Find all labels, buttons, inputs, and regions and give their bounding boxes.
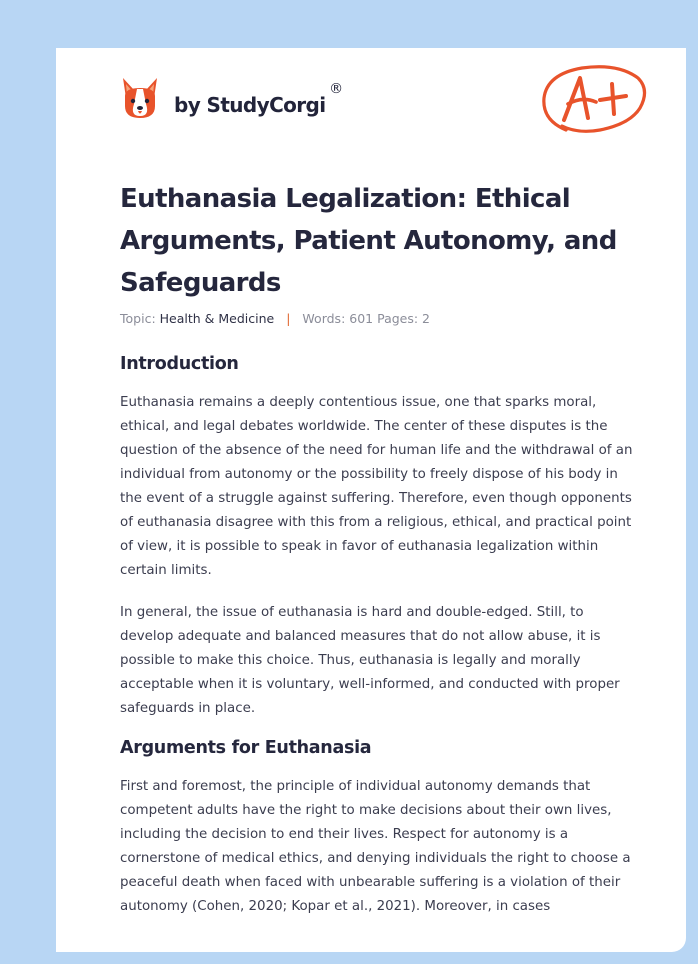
brand-name: by StudyCorgi ® [174, 81, 343, 117]
paragraph: In general, the issue of euthanasia is hard and double-edged. Still, to develop adequate and balanced measures that do not allow abuse, it is possible to make this choice. Thus, euthanasia is legally and morally acceptable when it is voluntary, well-informed, and conducted with proper safeguards in place. [120, 605, 620, 716]
word-count: Words: 601 [302, 311, 374, 326]
paragraph: Euthanasia remains a deeply contentious issue, one that sparks moral, ethical, and legal debates worldwide. The center of these disputes is the question of the absence of the need for human life and the withdrawal of an individual from autonomy or the possibility to freely dispose of his body in the event of a struggle against suffering. Therefore, even though opponents of euthanasia disagree with this from a religious, ethical, and practical point of view, it is possible to speak in favor of euthanasia legalization within certain limits. [120, 395, 633, 578]
corgi-icon [120, 76, 160, 120]
studycorgi-logo[interactable] [120, 76, 343, 120]
document-page [56, 48, 686, 952]
topic-label: Topic: [120, 311, 156, 326]
topic-link[interactable]: Health & Medicine [159, 311, 275, 326]
registered-mark: ® [329, 81, 343, 97]
paragraph: First and foremost, the principle of individual autonomy demands that competent adults have the right to make decisions about their own lives, including the decision to end their lives. Respect for autonomy is a cornerstone of medical ethics, and denying individuals the right to choose a peaceful death when faced with unbearable suffering is a violation of their autonomy (Cohen, 2020; Kopar et al., 2021). Moreover, in cases [120, 779, 631, 914]
section-heading-introduction: Introduction [120, 354, 239, 374]
page-title: Euthanasia Legalization: Ethical Arguments, Patient Autonomy, and Safeguards [120, 184, 617, 298]
a-plus-grade-icon [538, 60, 648, 140]
meta-separator: | [286, 311, 291, 326]
page-count: Pages: 2 [377, 311, 431, 326]
section-heading-arguments: Arguments for Euthanasia [120, 738, 372, 758]
article-meta [120, 311, 430, 326]
